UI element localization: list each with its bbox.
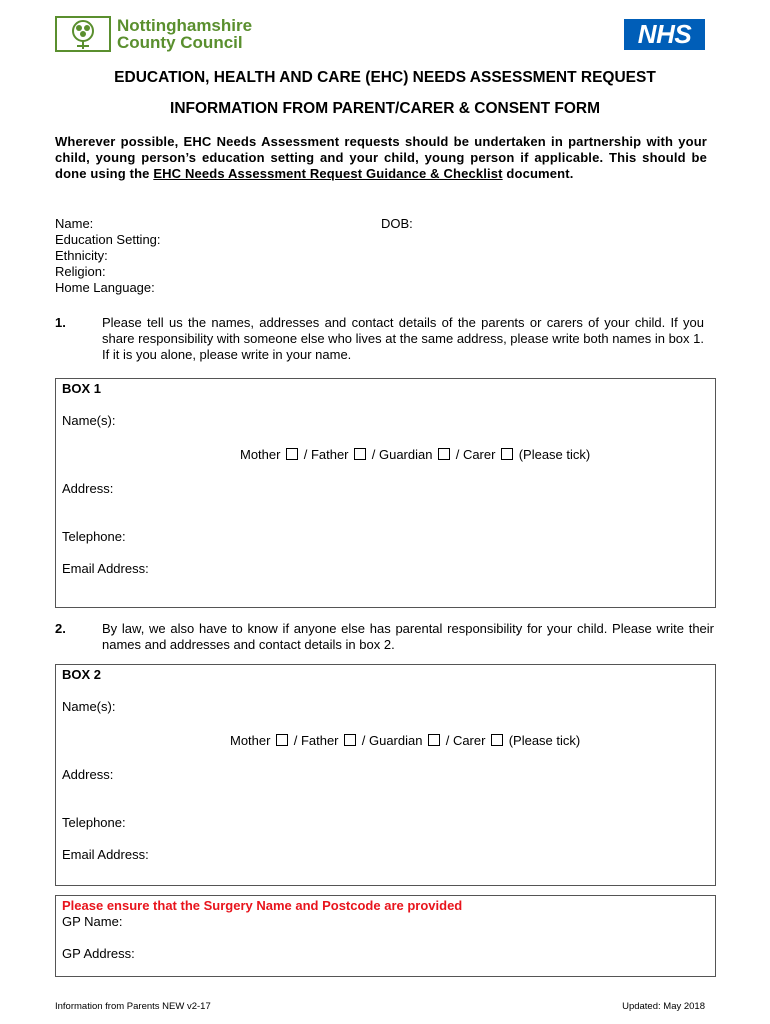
council-logo (55, 14, 285, 56)
box-1 (55, 378, 716, 608)
guardian-checkbox[interactable] (438, 448, 450, 460)
box-2-email-label: Email Address: (62, 847, 149, 862)
question-2-text: By law, we also have to know if anyone else has parental responsibility for your child. Please write their names and addresses and contact details in box 2. (102, 621, 714, 652)
council-name (117, 17, 297, 51)
mother-checkbox[interactable] (286, 448, 298, 460)
home-language-label: Home Language: (55, 280, 155, 295)
father-checkbox[interactable] (344, 734, 356, 746)
dob-label: DOB: (381, 216, 413, 231)
box-1-names-label: Name(s): (62, 413, 116, 428)
father-label: / Father (293, 733, 339, 748)
carer-label: / Carer (455, 447, 496, 462)
father-checkbox[interactable] (354, 448, 366, 460)
box-1-email-label: Email Address: (62, 561, 149, 576)
mother-label: Mother (240, 447, 281, 462)
guardian-label: / Guardian (371, 447, 433, 462)
form-subtitle: INFORMATION FROM PARENT/CARER & CONSENT FORM (170, 100, 600, 117)
guardian-checkbox[interactable] (428, 734, 440, 746)
gp-name-label: GP Name: (62, 914, 123, 929)
question-1-text: Please tell us the names, addresses and contact details of the parents or carers of your child. If you share responsibility with someone else who lives at the same address, please write both names in box 1. If it is you alone, please write in your name. (102, 315, 704, 362)
box-1-title: BOX 1 (62, 381, 102, 396)
guidance-link[interactable]: EHC Needs Assessment Request Guidance & Checklist (153, 166, 503, 181)
question-2-number: 2. (55, 621, 66, 636)
footer-version: Information from Parents NEW v2-17 (55, 1001, 211, 1012)
carer-checkbox[interactable] (501, 448, 513, 460)
religion-label: Religion: (55, 264, 106, 279)
box-2-title: BOX 2 (62, 667, 102, 682)
intro-paragraph (55, 134, 707, 182)
form-title: EDUCATION, HEALTH AND CARE (EHC) NEEDS ASSESSMENT REQUEST (114, 69, 656, 86)
ethnicity-label: Ethnicity: (55, 248, 108, 263)
box-2-telephone-label: Telephone: (62, 815, 126, 830)
mother-checkbox[interactable] (276, 734, 288, 746)
box-1-relationship-row (240, 447, 590, 462)
footer-updated: Updated: May 2018 (622, 1001, 705, 1012)
box-2-names-label: Name(s): (62, 699, 116, 714)
gp-warning: Please ensure that the Surgery Name and Postcode are provided (62, 898, 463, 913)
please-tick-label: (Please tick) (508, 733, 581, 748)
father-label: / Father (303, 447, 349, 462)
council-name-line1: Nottinghamshire (117, 16, 253, 35)
intro-text: Wherever possible, EHC Needs Assessment requests should be undertaken in partnership with your child, young person’s education setting and your child, young person if applicable. This should be done using the (55, 134, 707, 181)
intro-text-end: document. (502, 166, 574, 181)
council-name-line2: County Council (117, 33, 243, 52)
box-2-relationship-row (230, 733, 580, 748)
council-crest-icon (55, 16, 111, 52)
mother-label: Mother (230, 733, 271, 748)
box-2-address-label: Address: (62, 767, 114, 782)
box-2 (55, 664, 716, 886)
gp-address-label: GP Address: (62, 946, 135, 961)
gp-box (55, 895, 716, 977)
box-1-address-label: Address: (62, 481, 114, 496)
guardian-label: / Guardian (361, 733, 423, 748)
question-1-number: 1. (55, 315, 66, 330)
carer-checkbox[interactable] (491, 734, 503, 746)
education-setting-label: Education Setting: (55, 232, 161, 247)
box-1-telephone-label: Telephone: (62, 529, 126, 544)
carer-label: / Carer (445, 733, 486, 748)
please-tick-label: (Please tick) (518, 447, 591, 462)
name-label: Name: (55, 216, 94, 231)
nhs-logo: NHS (624, 19, 705, 50)
